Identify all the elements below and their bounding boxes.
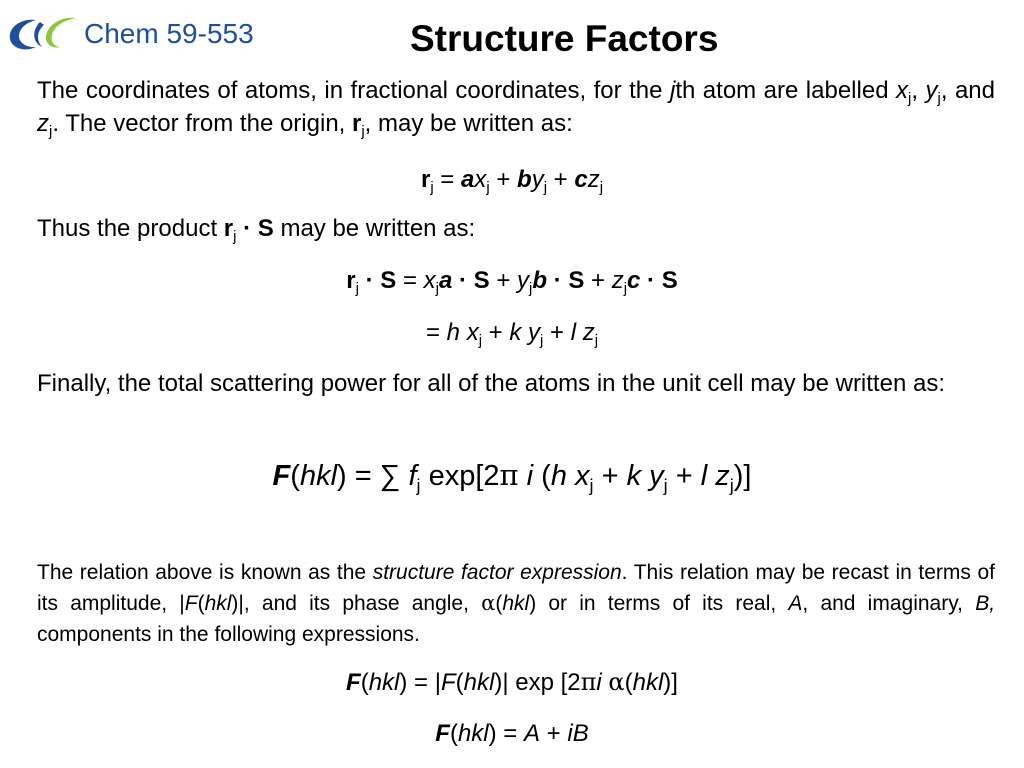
equation-hkl-sum: = h $x_j + k$ $y_j + l$ $z_j$ [425, 319, 599, 350]
university-logo-icon [6, 14, 78, 54]
paragraph-relation: The relation above is known as the structure factor expression. This relation may be recast in terms of its amplitude, |F(hkl)|, and its phase angle, α(hkl) or in terms of its real, A, and imaginary, B, components in the following expressions. [37, 561, 996, 646]
slide-title: Structure Factors [410, 18, 719, 59]
paragraph-coordinates: The coordinates of atoms, in fractional coordinates, for the jth atom are labelled $x_j$, $y_j$, and $z_j$. The vector from the origin, $r_j$, may be written as: [37, 77, 996, 141]
equation-dot-product: $r_j \cdot S = x_ja \cdot S + y_jb \cdot S + z_jc \cdot S$ [346, 267, 678, 298]
equation-position-vector: $r_j = ax_j + by_j + cz_j$ [420, 166, 604, 197]
equation-real-imaginary: F(hkl) = A + iB [435, 720, 589, 747]
paragraph-scattering-power: Finally, the total scattering power for all of the atoms in the unit cell may be written as: [37, 370, 945, 397]
course-code: Chem 59-553 [84, 18, 254, 49]
paragraph-dot-product: Thus the product $r_j \cdot S$ may be written as: [37, 215, 476, 246]
equation-structure-factor: F(hkl) = ∑ $f_j$ exp[2π i (h $x_j + k$ $y_j + l$ $z_j$)] [272, 458, 752, 496]
equation-amplitude-phase: F(hkl) = |F(hkl)| exp [2πi α(hkl)] [346, 668, 678, 696]
